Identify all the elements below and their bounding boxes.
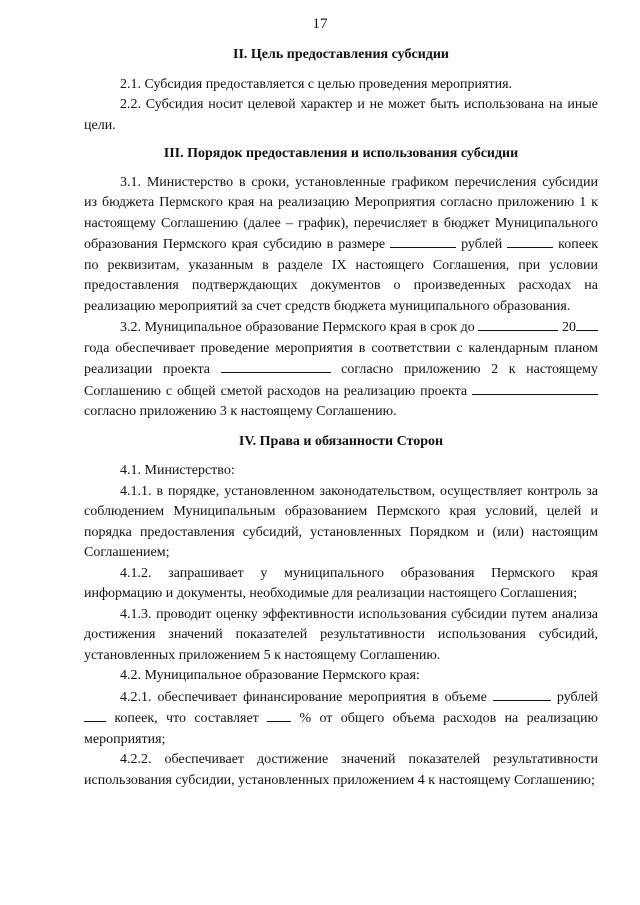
document-body: [84, 45, 598, 791]
paragraph-3-2-part-d: согласно приложению 2 к настоящему Соглашению с общей сметой расходов на реализацию проекта: [84, 362, 598, 399]
project-name-blank[interactable]: [221, 359, 331, 373]
paragraph-4-2: 4.2. Муниципальное образование Пермского края:: [120, 668, 420, 683]
paragraph-3-2-part-e: согласно приложению 3 к настоящему Соглашению.: [84, 404, 397, 419]
paragraph-3-1-part-c: копеек по реквизитам, указанным в разделе IX настоящего Соглашения, при условии предоставления подтверждающих документов о произведенных расходах на реализацию мероприятий за счет средств бюджета муниципального образования.: [84, 237, 598, 314]
section-4-title: IV. Права и обязанности Сторон: [238, 433, 444, 449]
paragraph-3-2-part-c: года обеспечивает проведение мероприятия в соответствии с календарным планом реализации проекта: [84, 340, 598, 377]
deadline-year-blank[interactable]: [576, 317, 598, 331]
financing-percent-blank[interactable]: [267, 708, 291, 722]
page-number: 17: [312, 16, 328, 32]
paragraph-3-2-part-b: 20: [558, 320, 576, 335]
paragraph-4-2-1: [84, 687, 598, 751]
paragraph-3-1-part-b: рублей: [456, 237, 508, 252]
section-2-title: II. Цель предоставления субсидии: [233, 47, 449, 62]
paragraph-3-1: [84, 173, 598, 318]
paragraph-4-1-3: 4.1.3. проводит оценку эффективности использования субсидии путем анализа достижения значений показателей результативности использования субсидий, установленных приложением 5 к настоящему Соглашению.: [84, 606, 598, 663]
paragraph-2-2: 2.2. Субсидия носит целевой характер и не может быть использована на иные цели.: [84, 97, 598, 133]
paragraph-3-1-part-a: 3.1. Министерство в сроки, установленные графиком перечисления субсидии из бюджета Пермского края на реализацию Мероприятия согласно приложению 1 к настоящему Соглашению (далее – график), перечисляет в бюджет Муниципального образования Пермского края субсидию в размере: [84, 174, 598, 252]
paragraph-4-2-1-part-c: копеек, что составляет: [106, 711, 268, 726]
amount-rubles-blank[interactable]: [390, 234, 456, 248]
section-3-title: III. Порядок предоставления и использования субсидии: [163, 146, 519, 161]
paragraph-2-1: 2.1. Субсидия предоставляется с целью проведения мероприятия.: [120, 76, 513, 92]
financing-rubles-blank[interactable]: [493, 687, 551, 701]
project-estimate-blank[interactable]: [472, 381, 598, 395]
paragraph-4-1-2: 4.1.2. запрашивает у муниципального образования Пермского края информацию и документы, необходимые для реализации настоящего Соглашения;: [84, 565, 598, 601]
deadline-date-blank[interactable]: [478, 317, 558, 331]
paragraph-3-2-part-a: 3.2. Муниципальное образование Пермского края в срок до: [120, 320, 479, 335]
financing-kopecks-blank[interactable]: [84, 708, 106, 722]
paragraph-4-2-2: 4.2.2. обеспечивает достижение значений показателей результативности использования субсидии, установленных приложением 4 к настоящему Соглашению;: [84, 752, 598, 788]
amount-kopecks-blank[interactable]: [507, 234, 553, 248]
paragraph-4-1-1: 4.1.1. в порядке, установленном законодательством, осуществляет контроль за соблюдением Муниципальным образованием Пермского края условий, целей и порядка предоставления субсидий, установленных Порядком и (или) настоящим Соглашением;: [84, 483, 598, 560]
paragraph-3-2: [84, 317, 598, 423]
paragraph-4-2-1-part-b: рублей: [550, 689, 598, 705]
paragraph-4-1: 4.1. Министерство:: [120, 463, 235, 478]
paragraph-4-2-1-part-a: 4.2.1. обеспечивает финансирование мероприятия в объеме: [120, 689, 493, 705]
paragraph-4-2-1-part-d: % от общего объема расходов на реализацию мероприятия;: [84, 711, 599, 747]
